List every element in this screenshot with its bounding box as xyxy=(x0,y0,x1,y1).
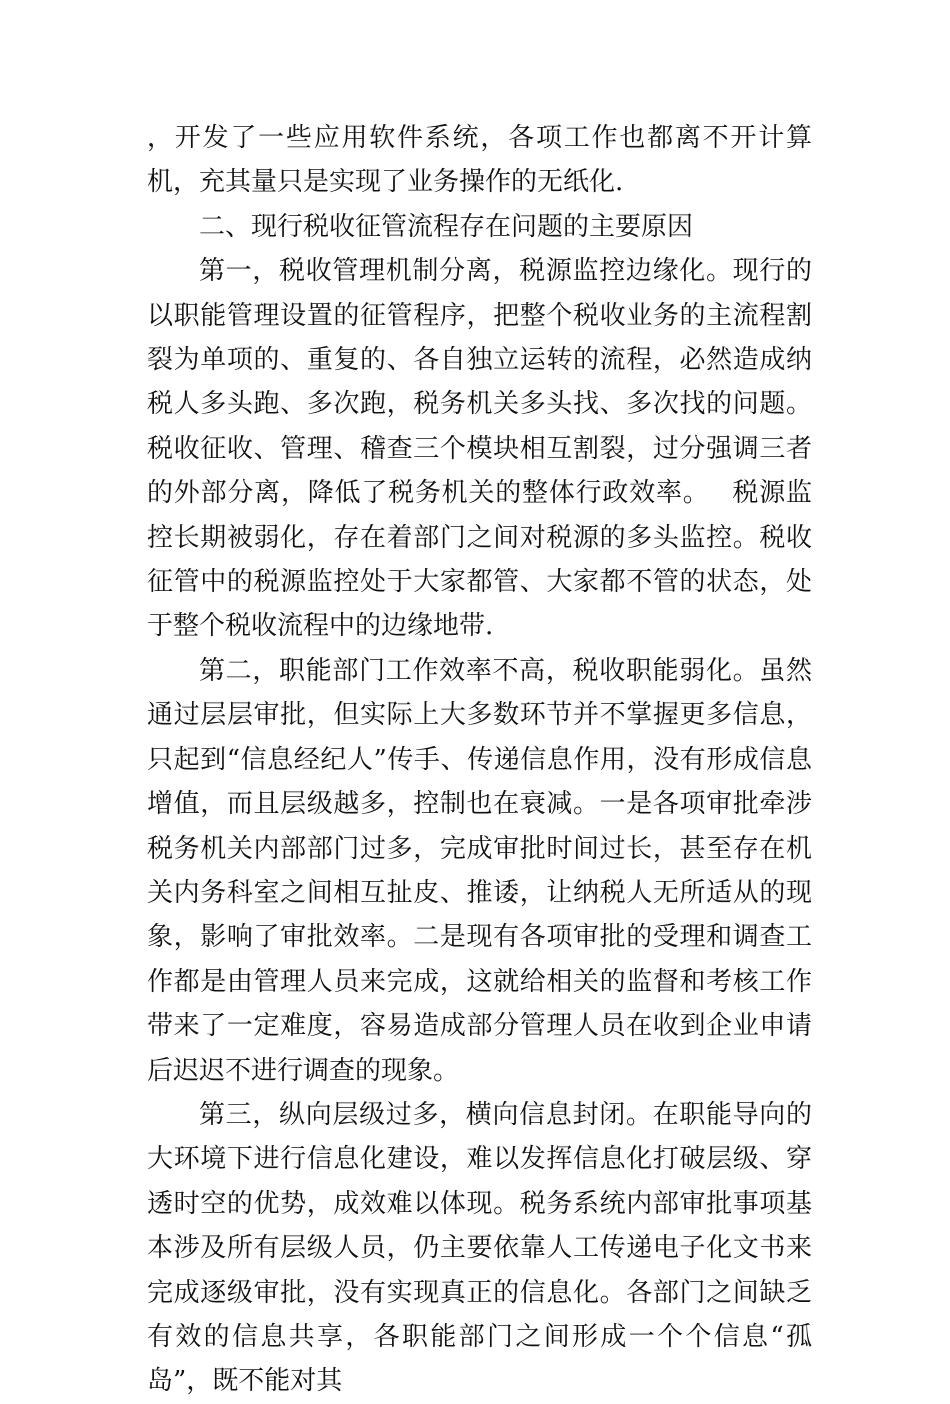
paragraph-continuation: ，开发了一些应用软件系统，各项工作也都离不开计算机，充其量只是实现了业务操作的无纸化. xyxy=(147,123,812,198)
paragraph-second-reason: 第二，职能部门工作效率不高，税收职能弱化。虽然通过层层审批，但实际上大多数环节并不掌握更多信息，只起到“信息经纪人”传手、传递信息作用，没有形成信息增值，而且层级越多，控制也在衰减。一是各项审批牵涉税务机关内部部门过多，完成审批时间过长，甚至存在机关内务科室之间相互扯皮、推诿，让纳税人无所适从的现象，影响了审批效率。二是现有各项审批的受理和调查工作都是由管理人员来完成，这就给相关的监督和考核工作带来了一定难度，容易造成部分管理人员在收到企业申请后迟迟不进行调查的现象。 xyxy=(147,655,812,1086)
section-heading: 二、现行税收征管流程存在问题的主要原因 xyxy=(199,211,694,242)
paragraph-first-reason: 第一，税收管理机制分离，税源监控边缘化。现行的以职能管理设置的征管程序，把整个税收业务的主流程割裂为单项的、重复的、各自独立运转的流程，必然造成纳税人多头跑、多次跑，税务机关多头找、多次找的问题。税收征收、管理、稽查三个模块相互割裂，过分强调三者的外部分离，降低了税务机关的整体行政效率。 税源监控长期被弱化，存在着部门之间对税源的多头监控。税收征管中的税源监控处于大家都管、大家都不管的状态，处于整个税收流程中的边缘地带. xyxy=(147,256,812,642)
document-body xyxy=(147,116,812,1404)
paragraph-third-reason: 第三，纵向层级过多，横向信息封闭。在职能导向的大环境下进行信息化建设，难以发挥信息化打破层级、穿透时空的优势，成效难以体现。税务系统内部审批事项基本涉及所有层级人员，仍主要依靠人工传递电子化文书来完成逐级审批，没有实现真正的信息化。各部门之间缺乏有效的信息共享，各职能部门之间形成一个个信息“孤岛”，既不能对其 xyxy=(147,1099,812,1397)
